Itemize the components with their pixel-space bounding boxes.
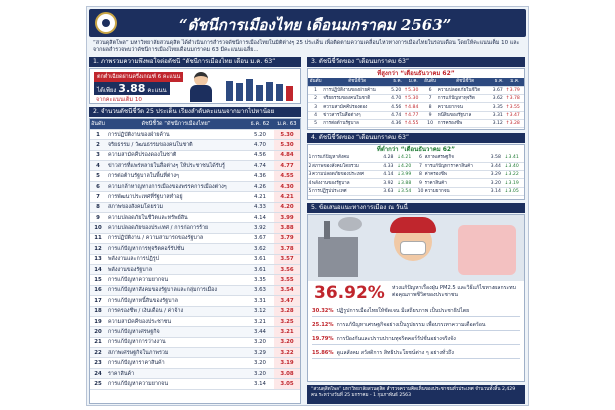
dec-value-cell: 3.12 bbox=[493, 119, 506, 127]
mini-bar bbox=[226, 81, 233, 101]
mini-bar bbox=[276, 84, 283, 101]
jan-value-cell: ↓3.41 bbox=[505, 154, 524, 162]
rank-cell: 2 bbox=[308, 163, 312, 169]
jan-value-cell: 4.77 bbox=[274, 161, 300, 171]
jan-value-cell: ↓3.99 bbox=[397, 171, 416, 179]
ranking-row bbox=[90, 264, 300, 274]
rank-cell: 21 bbox=[90, 337, 106, 347]
jan-value-cell: 3.56 bbox=[274, 264, 300, 274]
ranking-row bbox=[90, 202, 300, 212]
jan-value-cell: ↓3.54 bbox=[397, 187, 416, 195]
rank-cell: 20 bbox=[90, 327, 106, 337]
jan-value-cell: ↓3.40 bbox=[505, 162, 524, 170]
indicator-cell: ความสามัคคีปรองดองในชาติ bbox=[106, 150, 246, 160]
dec-value-cell: 4.36 bbox=[391, 119, 404, 127]
indicator-cell: การแก้ปัญหาความยากจน bbox=[106, 275, 246, 285]
university-seal-icon bbox=[95, 12, 117, 34]
jan-value-cell: 3.79 bbox=[274, 233, 300, 243]
ranking-row bbox=[90, 213, 300, 223]
ranking-row bbox=[90, 296, 300, 306]
indicator-cell: การครองชีพ bbox=[438, 119, 493, 127]
dec-value-cell: 5.20 bbox=[246, 129, 274, 139]
ranking-row bbox=[90, 129, 300, 139]
jan-value-cell: ↑3.47 bbox=[506, 111, 524, 119]
score-block bbox=[94, 82, 170, 95]
indicator-cell: การปฏิบัติงานของฝ่ายค้าน bbox=[106, 129, 246, 139]
dec-value-cell: 3.14 bbox=[246, 379, 274, 389]
rank-cell: 11 bbox=[90, 233, 106, 243]
dec-value-cell: 4.33 bbox=[383, 162, 397, 170]
jan-value-cell: 3.57 bbox=[274, 254, 300, 264]
jan-value-cell: ↑5.30 bbox=[404, 86, 422, 94]
dec-value-cell: 3.14 bbox=[491, 187, 505, 195]
lower-table-body bbox=[308, 154, 524, 195]
dec-value-cell: 3.29 bbox=[246, 348, 274, 358]
mask-icon bbox=[400, 241, 426, 255]
section1-heading: 1. ภาพรวมความพึงพอใจต่อดัชนี “ดัชนีการเมืองไทย เดือน ม.ค. 63” bbox=[89, 57, 301, 67]
indicator-cell: พลังงานของรัฐบาล bbox=[106, 264, 246, 274]
infographic-poster bbox=[86, 6, 529, 406]
indicator-cell: สภาพของสังคมโดยรวม bbox=[312, 162, 383, 170]
col-rank: อันดับ bbox=[424, 79, 436, 85]
jan-value-cell: 3.88 bbox=[274, 223, 300, 233]
rank-cell: 10 bbox=[90, 223, 106, 233]
dec-value-cell: 3.20 bbox=[246, 337, 274, 347]
dec-value-cell: 3.20 bbox=[491, 179, 505, 187]
indicator-cell: การแก้ปัญหาการทุจริตคอร์รัปชั่น bbox=[106, 244, 246, 254]
indicator-cell: การต่อต้านรัฐบาลในพื้นที่ต่างๆ bbox=[106, 171, 246, 181]
ranking-table bbox=[90, 119, 300, 390]
jan-value-cell: 5.30 bbox=[274, 140, 300, 150]
intro-text: “สวนดุสิตโพล” มหาวิทยาลัยสวนดุสิต ได้ดำเนินการสำรวจดัชนีการเมืองไทยในมิติต่างๆ 25 ประเด็น เพื่อติดตามความเคลื่อนไหวทางการเมืองไทยในรอบเดือน โดยให้คะแนนเต็ม 10 และจากผลสำรวจพบว่าดัชนีการเมืองไทยเดือนมกราคม 63 มีคะแนนเฉลี่ย... bbox=[93, 40, 520, 53]
jan-value-cell: 4.20 bbox=[274, 202, 300, 212]
dec-value-cell: 3.35 bbox=[493, 103, 506, 111]
rank-cell: 8 bbox=[422, 103, 437, 111]
ranking-row bbox=[90, 306, 300, 316]
rank-cell: 1 bbox=[308, 86, 323, 94]
indicator-cell: การครองชีพ / เงินเดือน / ค่าจ้าง bbox=[106, 306, 246, 316]
dec-value-cell: 3.20 bbox=[246, 358, 274, 368]
indicator-cell: การแก้ปัญหาสังคมของรัฐบาลและกลุ่มการเมือง bbox=[106, 285, 246, 295]
indicator-cell: การปฏิบัติงาน / ความสามารถของรัฐบาล bbox=[106, 233, 246, 243]
score-full: จากคะแนนเต็ม 10 bbox=[96, 97, 142, 103]
indicator-cell: การแก้ปัญหาสังคม bbox=[312, 154, 383, 162]
chimney-icon bbox=[324, 221, 330, 239]
section4-heading: 4. ดัชนีชี้วัดของ “เดือนมกราคม 63” bbox=[307, 133, 525, 143]
dec-value-cell: 3.92 bbox=[246, 223, 274, 233]
comparison-row bbox=[308, 179, 524, 187]
ranking-row bbox=[90, 316, 300, 326]
ranking-table-header bbox=[90, 119, 300, 129]
ranking-row bbox=[90, 275, 300, 285]
ranking-row bbox=[90, 254, 300, 264]
rank-cell: 18 bbox=[90, 306, 106, 316]
col-jan: ม.ค. bbox=[404, 78, 422, 86]
indicator-cell: พลังงานและการปฏิรูป bbox=[106, 254, 246, 264]
factory-icon bbox=[318, 237, 358, 277]
indicator-cell: ราคาสินค้า bbox=[106, 368, 246, 378]
indicator-cell: การแก้ปัญหาหนี้สินของรัฐบาล bbox=[106, 296, 246, 306]
indicator-cell: ข่าวสารในสื่อต่างๆ bbox=[323, 111, 391, 119]
indicator-cell: การแก้ปัญหาการว่างงาน bbox=[106, 337, 246, 347]
indicator-cell: ความกล้าหาญทางการเมืองของพรรคการเมืองต่างๆ bbox=[106, 181, 246, 191]
indicator-cell: พลังงานของรัฐบาล bbox=[312, 179, 383, 187]
comparison-row bbox=[308, 111, 524, 119]
comparison-row bbox=[308, 95, 524, 103]
indicator-cell: การแก้ปัญหาทุจริต bbox=[438, 95, 493, 103]
indicator-cell: การปฏิบัติงานของฝ่ายค้าน bbox=[323, 86, 391, 94]
section1-box bbox=[89, 68, 301, 104]
dec-value-cell: 4.56 bbox=[246, 150, 274, 160]
higher-table-box bbox=[307, 68, 525, 130]
comparison-row bbox=[308, 103, 524, 111]
jan-value-cell: ↓4.21 bbox=[397, 154, 416, 162]
dec-value-cell: 3.67 bbox=[246, 233, 274, 243]
ranking-row bbox=[90, 223, 300, 233]
dec-value-cell: 4.28 bbox=[383, 154, 397, 162]
rank-cell: 16 bbox=[90, 285, 106, 295]
indicator-cell: ความยากจน bbox=[438, 103, 493, 111]
dec-value-cell: 3.20 bbox=[246, 368, 274, 378]
rank-cell: 15 bbox=[90, 275, 106, 285]
mini-bar bbox=[266, 82, 273, 101]
rank-cell: 13 bbox=[90, 254, 106, 264]
jan-value-cell: 3.21 bbox=[274, 327, 300, 337]
mini-bar bbox=[286, 86, 293, 101]
indicator-cell: ความปลอดภัยในชีวิต bbox=[438, 86, 493, 94]
rank-cell: 10 bbox=[417, 188, 424, 194]
comparison-row bbox=[308, 154, 524, 162]
jan-value-cell: ↑3.55 bbox=[506, 103, 524, 111]
jan-value-cell: ↑3.78 bbox=[506, 95, 524, 103]
dec-value-cell: 3.35 bbox=[246, 275, 274, 285]
title-bar bbox=[89, 9, 526, 37]
rank-cell: 9 bbox=[90, 213, 106, 223]
rank-cell: 9 bbox=[422, 111, 437, 119]
dec-value-cell: 3.61 bbox=[246, 264, 274, 274]
top-suggestion-percent: 36.92% bbox=[314, 283, 385, 303]
section1-tag: ตกต่ำเฉียดผ่านครึ่งเกณฑ์ 6 คะแนน bbox=[94, 72, 183, 82]
suggestion-item: 25.12% การแก้ปัญหาเศรษฐกิจอย่างเป็นรูปธรรม เพื่อบรรเทาความเดือดร้อน bbox=[312, 319, 520, 331]
ranking-row bbox=[90, 368, 300, 378]
rank-cell: 3 bbox=[308, 172, 312, 178]
section3-sub: ที่สูงกว่า “เดือนธันวาคม 62” bbox=[377, 70, 455, 77]
dec-value-cell: 4.26 bbox=[246, 181, 274, 191]
indicator-cell: การแก้ปัญหาความยากจน bbox=[106, 379, 246, 389]
dec-value-cell: 4.21 bbox=[246, 192, 274, 202]
score-unit: คะแนน bbox=[147, 87, 167, 94]
col-dec: ธ.ค. bbox=[391, 78, 404, 86]
smoke-icon bbox=[338, 217, 362, 231]
indicator-cell: การแก้ปัญหาเศรษฐกิจ bbox=[106, 327, 246, 337]
jan-value-cell: 4.21 bbox=[274, 192, 300, 202]
hair-icon bbox=[390, 217, 436, 233]
indicator-cell: การพัฒนาประเทศที่รัฐบาลทำอยู่ bbox=[106, 192, 246, 202]
jan-value-cell: 4.55 bbox=[274, 171, 300, 181]
indicator-cell: หนี้สินของรัฐบาล bbox=[438, 111, 493, 119]
lower-table-box bbox=[307, 144, 525, 200]
comparison-row bbox=[308, 171, 524, 179]
jan-value-cell: ↑4.77 bbox=[404, 111, 422, 119]
jan-value-cell: 3.55 bbox=[274, 275, 300, 285]
col-indicator: ดัชนีชี้วัด bbox=[438, 78, 493, 86]
ranking-row bbox=[90, 161, 300, 171]
dec-value-cell: 3.63 bbox=[246, 285, 274, 295]
jan-value-cell: 3.08 bbox=[274, 368, 300, 378]
jan-value-cell: 4.84 bbox=[274, 150, 300, 160]
rank-cell: 7 bbox=[416, 162, 424, 170]
jan-value-cell: ↑4.84 bbox=[404, 103, 422, 111]
jan-value-cell: ↑3.28 bbox=[506, 119, 524, 127]
jan-value-cell: 3.28 bbox=[274, 306, 300, 316]
jan-value-cell: 3.78 bbox=[274, 244, 300, 254]
indicator-cell: การต่อต้านรัฐบาล bbox=[323, 119, 391, 127]
jan-value-cell: ↑4.55 bbox=[404, 119, 422, 127]
rank-cell: 4 bbox=[308, 180, 312, 186]
rank-cell: 5 bbox=[308, 119, 323, 127]
dec-value-cell: 4.33 bbox=[246, 202, 274, 212]
dec-value-cell: 3.44 bbox=[491, 162, 505, 170]
rank-cell: 8 bbox=[416, 171, 424, 179]
rank-cell: 2 bbox=[90, 140, 106, 150]
jan-value-cell: ↑5.30 bbox=[404, 95, 422, 103]
dec-value-cell: 3.62 bbox=[246, 244, 274, 254]
rank-cell: 22 bbox=[90, 348, 106, 358]
indicator-cell: จริยธรรมของคนในชาติ bbox=[323, 95, 391, 103]
comparison-row bbox=[308, 187, 524, 195]
dec-value-cell: 3.62 bbox=[493, 95, 506, 103]
dec-value-cell: 3.61 bbox=[246, 254, 274, 264]
jan-value-cell: ↓3.22 bbox=[505, 171, 524, 179]
rank-cell: 6 bbox=[416, 154, 424, 162]
rank-cell: 7 bbox=[422, 95, 437, 103]
dec-value-cell: 3.67 bbox=[493, 86, 506, 94]
col-rank: อันดับ bbox=[90, 119, 106, 129]
mini-bar-chart bbox=[224, 73, 298, 101]
ranking-row bbox=[90, 358, 300, 368]
indicator-cell: ความปลอดภัยในชีวิตและทรัพย์สิน bbox=[106, 213, 246, 223]
jan-value-cell: 4.30 bbox=[274, 181, 300, 191]
jan-value-cell: 3.99 bbox=[274, 213, 300, 223]
dec-value-cell: 3.31 bbox=[246, 296, 274, 306]
overall-score: 3.88 bbox=[118, 82, 146, 95]
section2-heading: 2. จำนวนดัชนีชี้วัด 25 ประเด็น เรียงลำดับคะแนนจากมากไปหาน้อย bbox=[89, 107, 301, 117]
section4-sub: ที่ต่ำกว่า “เดือนธันวาคม 62” bbox=[376, 146, 456, 153]
ranking-table-box bbox=[89, 118, 301, 404]
mini-bar bbox=[246, 79, 253, 101]
jan-value-cell: 5.30 bbox=[274, 129, 300, 139]
dec-value-cell: 3.21 bbox=[246, 316, 274, 326]
suggestion-item: 15.86% ดูแลสังคม สวัสดิการ สิทธิประโยชน์ต่าง ๆ อย่างทั่วถึง bbox=[312, 347, 520, 359]
indicator-cell: การปฏิรูปประเทศ bbox=[312, 187, 383, 195]
dec-value-cell: 4.74 bbox=[246, 161, 274, 171]
suggestion-item: 30.32% ปฏิรูปการเมืองไทยให้ชัดเจน มีเสถียรภาพ เป็นประชาธิปไตย bbox=[312, 305, 520, 317]
indicator-cell: ความปลอดภัยของประเทศ / การก่อการร้าย bbox=[106, 223, 246, 233]
dec-value-cell: 3.31 bbox=[493, 111, 506, 119]
rank-cell: 2 bbox=[308, 95, 323, 103]
jan-value-cell: ↓3.05 bbox=[505, 187, 524, 195]
poster-title: “ดัชนีการเมืองไทย เดือนมกราคม 2563” bbox=[179, 16, 452, 34]
ranking-row bbox=[90, 337, 300, 347]
col-dec: ธ.ค. bbox=[493, 78, 506, 86]
col-dec: ธ.ค. 62 bbox=[246, 119, 274, 129]
indicator-cell: ความสามัคคีของประชาชน bbox=[106, 316, 246, 326]
indicator-cell: ราคาสินค้า bbox=[425, 179, 491, 187]
rank-cell: 1 bbox=[308, 155, 312, 161]
jan-value-cell: ↓3.88 bbox=[397, 179, 416, 187]
dec-value-cell: 3.58 bbox=[491, 154, 505, 162]
dec-value-cell: 3.29 bbox=[491, 171, 505, 179]
rank-cell: 8 bbox=[90, 202, 106, 212]
rank-cell: 5 bbox=[90, 171, 106, 181]
dec-value-cell: 3.92 bbox=[383, 179, 397, 187]
section5-heading: 5. ข้อเสนอแนะทางการเมือง ณ วันนี้ bbox=[307, 203, 525, 213]
col-jan: ม.ค. 63 bbox=[274, 119, 300, 129]
indicator-cell: ความสามัคคีปรองดอง bbox=[323, 103, 391, 111]
rank-cell: 19 bbox=[90, 316, 106, 326]
rank-cell: 24 bbox=[90, 368, 106, 378]
score-prefix: ได้เพียง bbox=[97, 87, 117, 94]
jan-value-cell: 3.47 bbox=[274, 296, 300, 306]
dec-value-cell: 3.63 bbox=[383, 187, 397, 195]
rank-cell: 4 bbox=[308, 111, 323, 119]
jan-value-cell: 3.20 bbox=[274, 337, 300, 347]
col-indicator: ดัชนีชี้วัด “ดัชนีการเมืองไทย” bbox=[106, 119, 246, 129]
section3-heading: 3. ดัชนีชี้วัดของ “เดือนมกราคม 63” bbox=[307, 57, 525, 67]
rank-cell: 5 bbox=[308, 188, 312, 194]
politician-illustration bbox=[186, 72, 216, 102]
ranking-row bbox=[90, 233, 300, 243]
ranking-row bbox=[90, 379, 300, 389]
higher-table-header bbox=[308, 78, 524, 86]
ranking-row bbox=[90, 327, 300, 337]
jan-value-cell: 3.05 bbox=[274, 379, 300, 389]
rank-cell: 23 bbox=[90, 358, 106, 368]
dec-value-cell: 4.70 bbox=[391, 95, 404, 103]
indicator-cell: การแก้ปัญหาราคาสินค้า bbox=[106, 358, 246, 368]
comparison-row bbox=[308, 162, 524, 170]
higher-table-body bbox=[308, 86, 524, 127]
rank-cell: 10 bbox=[422, 119, 437, 127]
rank-cell: 6 bbox=[422, 86, 437, 94]
rank-cell: 3 bbox=[308, 103, 323, 111]
ranking-row bbox=[90, 171, 300, 181]
rank-cell: 6 bbox=[90, 181, 106, 191]
rank-cell: 4 bbox=[90, 161, 106, 171]
comparison-row bbox=[308, 119, 524, 127]
jan-value-cell: ↑3.79 bbox=[506, 86, 524, 94]
indicator-cell: ความปลอดภัยของประเทศ bbox=[312, 171, 383, 179]
dec-value-cell: 3.12 bbox=[246, 306, 274, 316]
dec-value-cell: 5.20 bbox=[391, 86, 404, 94]
rank-cell: 17 bbox=[90, 296, 106, 306]
coughing-people-icon bbox=[458, 225, 516, 275]
dec-value-cell: 4.70 bbox=[246, 140, 274, 150]
ranking-row bbox=[90, 140, 300, 150]
ranking-table-body bbox=[90, 129, 300, 389]
indicator-cell: ข่าวสารที่แพร่หลายในสื่อต่างๆ ให้ประชาชนได้รับรู้ bbox=[106, 161, 246, 171]
higher-table bbox=[308, 78, 524, 128]
indicator-cell: ค่าครองชีพ bbox=[425, 171, 491, 179]
dec-value-cell: 3.44 bbox=[246, 327, 274, 337]
ranking-row bbox=[90, 192, 300, 202]
dec-value-cell: 4.14 bbox=[246, 213, 274, 223]
ranking-row bbox=[90, 181, 300, 191]
jan-value-cell: 3.19 bbox=[274, 358, 300, 368]
dec-value-cell: 4.56 bbox=[391, 103, 404, 111]
col-jan: ม.ค. bbox=[506, 78, 524, 86]
jan-value-cell: ↓3.19 bbox=[505, 179, 524, 187]
ranking-row bbox=[90, 244, 300, 254]
rank-cell: 12 bbox=[90, 244, 106, 254]
col-indicator: ดัชนีชี้วัด bbox=[323, 78, 391, 86]
top-suggestion-text: ห่วงแก้ปัญหาเรื่องฝุ่น PM2.5 และวิธีแก้ไขทางผลกระทบต่อคุณภาพชีวิตของประชาชน bbox=[392, 285, 516, 298]
indicator-cell: สภาพเศรษฐกิจ bbox=[425, 154, 491, 162]
mini-bar bbox=[256, 85, 263, 101]
ranking-row bbox=[90, 285, 300, 295]
pm25-illustration bbox=[308, 215, 524, 281]
col-rank: อันดับ bbox=[309, 79, 322, 85]
suggestion-item: 19.79% การป้องกันและปราบปรามทุจริตคอร์รัปชั่นอย่างจริงจัง bbox=[312, 333, 520, 345]
jan-value-cell: ↓4.20 bbox=[397, 162, 416, 170]
comparison-row bbox=[308, 86, 524, 94]
footer-note: “สวนดุสิตโพล” มหาวิทยาลัยสวนดุสิต สำรวจความคิดเห็นของประชาชนทั่วประเทศ จำนวนทั้งสิ้น 2,429 คน ระหว่างวันที่ 25 มกราคม - 1 กุมภาพันธ์ 2563 bbox=[307, 385, 525, 404]
rank-cell: 25 bbox=[90, 379, 106, 389]
rank-cell: 1 bbox=[90, 129, 106, 139]
ranking-row bbox=[90, 348, 300, 358]
suggestions-box bbox=[307, 214, 525, 382]
indicator-cell: สภาพของสังคมโดยรวม bbox=[106, 202, 246, 212]
rank-cell: 9 bbox=[416, 179, 424, 187]
indicator-cell: สภาพเศรษฐกิจในภาพรวม bbox=[106, 348, 246, 358]
rank-cell: 14 bbox=[90, 264, 106, 274]
indicator-cell: จริยธรรม / วัฒนธรรมของคนในชาติ bbox=[106, 140, 246, 150]
rank-cell: 7 bbox=[90, 192, 106, 202]
jan-value-cell: 3.54 bbox=[274, 285, 300, 295]
dec-value-cell: 4.74 bbox=[391, 111, 404, 119]
dec-value-cell: 4.14 bbox=[383, 171, 397, 179]
dec-value-cell: 4.36 bbox=[246, 171, 274, 181]
jan-value-cell: 3.22 bbox=[274, 348, 300, 358]
indicator-cell: ความยากจน bbox=[425, 187, 491, 195]
ranking-row bbox=[90, 150, 300, 160]
rank-cell: 3 bbox=[90, 150, 106, 160]
lower-table bbox=[308, 154, 524, 196]
mini-bar bbox=[236, 83, 243, 101]
jan-value-cell: 3.25 bbox=[274, 316, 300, 326]
indicator-cell: การแก้ปัญหาราคาสินค้า bbox=[425, 162, 491, 170]
